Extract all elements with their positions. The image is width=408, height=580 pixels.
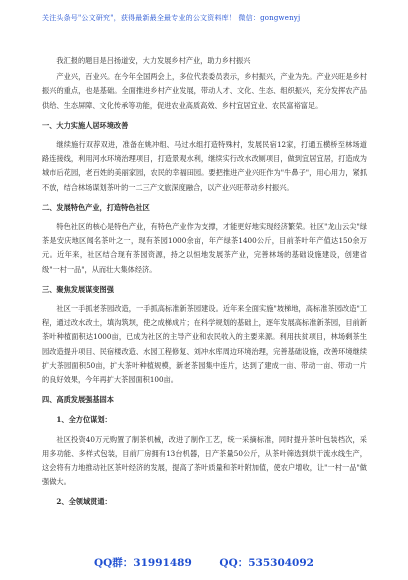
section-heading: 四、高质发展强基固本: [42, 395, 114, 405]
body-paragraph: 特色社区的核心是特色产业，有特色产业作为支撑，才能更好地实现经济繁荣。社区"龙山云尖"绿茶是安庆地区闻名茶叶之一，现有茶园1000余亩，年产绿茶1400公斤，目前茶叶年产值达150余万元。近年来，社区结合现有茶园资源，持之以恒地发展茶产业，完善林场的基础设施建设，创建省级"一村一品"，从而壮大集体经济。: [42, 222, 367, 274]
section-heading: 一、大力实施人居环境改善: [42, 120, 129, 130]
qq-group-text: QQ群：31991489: [94, 557, 192, 569]
qq-number-text: QQ：535304092: [219, 557, 314, 569]
section-heading: 三、聚焦发展谋变图强: [42, 284, 114, 294]
document-body: [42, 54, 367, 515]
subsection-heading: 2、全领域贯通：: [56, 497, 112, 507]
header-banner: 关注头条号"公文研究"，获得最新最全最专业的公文资料库！ 微信：gongwenyj: [42, 14, 301, 22]
body-paragraph: 继续施行双荐双进，准备在姚冲组、马过水组打造特殊村，发展民宿12家，打通五横桥至林场道路连接线，利用河水环境治理项目，打造景观水利，继续实行改水改厕项目，做到宜居宜居，打造成为城市后花园，老百姓的美丽家园，农民的幸福田园。要把推进产业兴旺作为"牛鼻子"，用心用力，紧抓不放，结合林场谋划茶叶的一二三产文旅深度融合，以产业兴旺带动乡村振兴。: [42, 140, 367, 192]
body-paragraph: 产业兴，百业兴。在今年全国两会上，多位代表委员表示，乡村振兴，产业为先。产业兴旺是乡村振兴的重点，也是基础。全面推进乡村产业发展，带动人才、文化、生态、组织振兴，充分发挥农产品供给、生态屏障、文化传承等功能，促进农业高质高效、乡村宜居宜业、农民富裕富足。: [42, 72, 367, 110]
subsection-heading: 1、全方位谋划：: [56, 415, 112, 425]
body-paragraph: 社区投资40万元购置了制茶机械，改进了制作工艺，统一采摘标准，同时提升茶叶包装档次，采用多功能、多样式包装，目前厂房拥有13台机器，日产茶量50公斤，从茶叶筛选到烘干流水线生产，这会将有力地推动社区茶叶经济的发展，提高了茶叶质量和茶叶附加值，使农户增收，让"一村一品"做强做大。: [42, 434, 367, 487]
section-heading: 二、发展特色产业，打造特色社区: [42, 202, 150, 212]
intro-title-paragraph: 我汇报的题目是吕扬道安，大力发展乡村产业，助力乡村振兴: [56, 56, 251, 65]
footer-contact: [0, 555, 408, 570]
body-paragraph: 社区一手抓老茶园改造，一手抓高标准新茶园建设。近年来全面实施"坡梯地，高标准茶园改造"工程，通过改水改土，填沟筑坝，使之成梯成片；在科学规划的基础上，逐年发展高标准新茶园，目前新茶叶种植面积达1000亩，已成为社区的主导产业和农民收入的主要来源。利用扶贫项目，林场剩茶生园改造提升项目、民宿楼改造、水园工程修复、刘冲水库周边环境治理，完善基础设施，改善环境继续扩大茶园面积50亩，扩大茶叶种植规模，新老茶园集中连片，达到了建成一亩、带动一亩、带动一片的良好效果，今年再扩大茶园面积100亩。: [42, 304, 367, 385]
